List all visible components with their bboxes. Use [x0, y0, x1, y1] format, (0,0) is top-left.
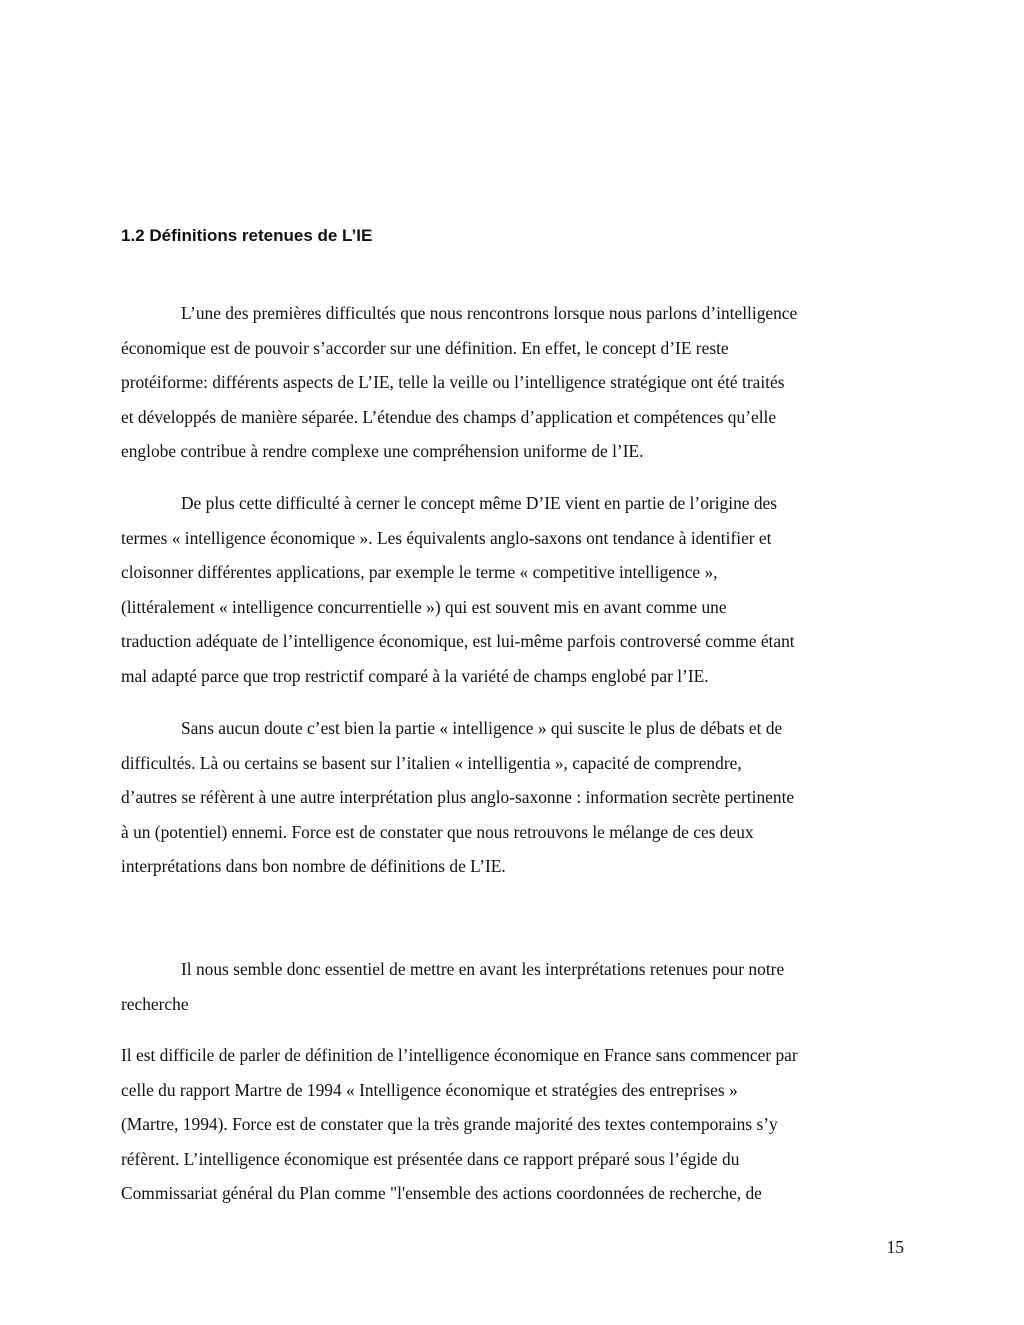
paragraph-term-origin [121, 486, 911, 694]
paragraph-martre-report [121, 1038, 911, 1211]
paragraph-line: difficultés. Là ou certains se basent sur l’italien « intelligentia », capacité de comprendre, [121, 752, 742, 773]
paragraph-line: protéiforme: différents aspects de L’IE, telle la veille ou l’intelligence stratégique ont été traités [121, 372, 785, 393]
paragraph-line: L’une des premières difficultés que nous rencontrons lorsque nous parlons d’intelligence [181, 303, 798, 323]
paragraph-line: (littéralement « intelligence concurrentielle ») qui est souvent mis en avant comme une [121, 596, 727, 617]
paragraph-line: De plus cette difficulté à cerner le concept même D’IE vient en partie de l’origine des [181, 493, 778, 513]
paragraph-line: (Martre, 1994). Force est de constater que la très grande majorité des textes contemporains s’y [121, 1114, 778, 1135]
page-number: 15 [886, 1237, 904, 1257]
paragraph-line: et développés de manière séparée. L’étendue des champs d’application et compétences qu’elle [121, 406, 777, 427]
paragraph-line: Il est difficile de parler de définition de l’intelligence économique en France sans commencer par [121, 1045, 798, 1065]
paragraph-line: englobe contribue à rendre complexe une compréhension uniforme de l’IE. [121, 441, 644, 462]
paragraph-line: termes « intelligence économique ». Les équivalents anglo-saxons ont tendance à identifier et [121, 527, 772, 548]
paragraph-line: économique est de pouvoir s’accorder sur une définition. En effet, le concept d’IE reste [121, 337, 729, 358]
paragraph-definition-difficulty [121, 296, 911, 469]
paragraph-line: mal adapté parce que trop restrictif comparé à la variété de champs englobé par l’IE. [121, 665, 709, 686]
paragraph-line: Il nous semble donc essentiel de mettre en avant les interprétations retenues pour notre [181, 959, 785, 979]
paragraph-line: d’autres se réfèrent à une autre interprétation plus anglo-saxonne : information secrète pertinente [121, 787, 795, 808]
section-heading: 1.2 Définitions retenues de L’IE [121, 226, 373, 245]
paragraph-line: cloisonner différentes applications, par exemple le terme « competitive intelligence », [121, 562, 718, 583]
paragraph-line: Commissariat général du Plan comme "l'ensemble des actions coordonnées de recherche, de [121, 1183, 762, 1204]
paragraph-line: réfèrent. L’intelligence économique est présentée dans ce rapport préparé sous l’égide du [121, 1148, 740, 1169]
paragraph-line: Sans aucun doute c’est bien la partie « intelligence » qui suscite le plus de débats et de [181, 718, 783, 738]
paragraph-retained-interpretations [121, 952, 911, 1021]
paragraph-line: traduction adéquate de l’intelligence économique, est lui-même parfois controversé comme étant [121, 631, 795, 652]
paragraph-line: recherche [121, 993, 189, 1014]
paragraph-intelligence-debate [121, 711, 911, 884]
paragraph-line: celle du rapport Martre de 1994 « Intelligence économique et stratégies des entreprises » [121, 1079, 738, 1100]
paragraph-line: interprétations dans bon nombre de définitions de L’IE. [121, 856, 506, 877]
paragraph-line: à un (potentiel) ennemi. Force est de constater que nous retrouvons le mélange de ces deux [121, 821, 754, 842]
